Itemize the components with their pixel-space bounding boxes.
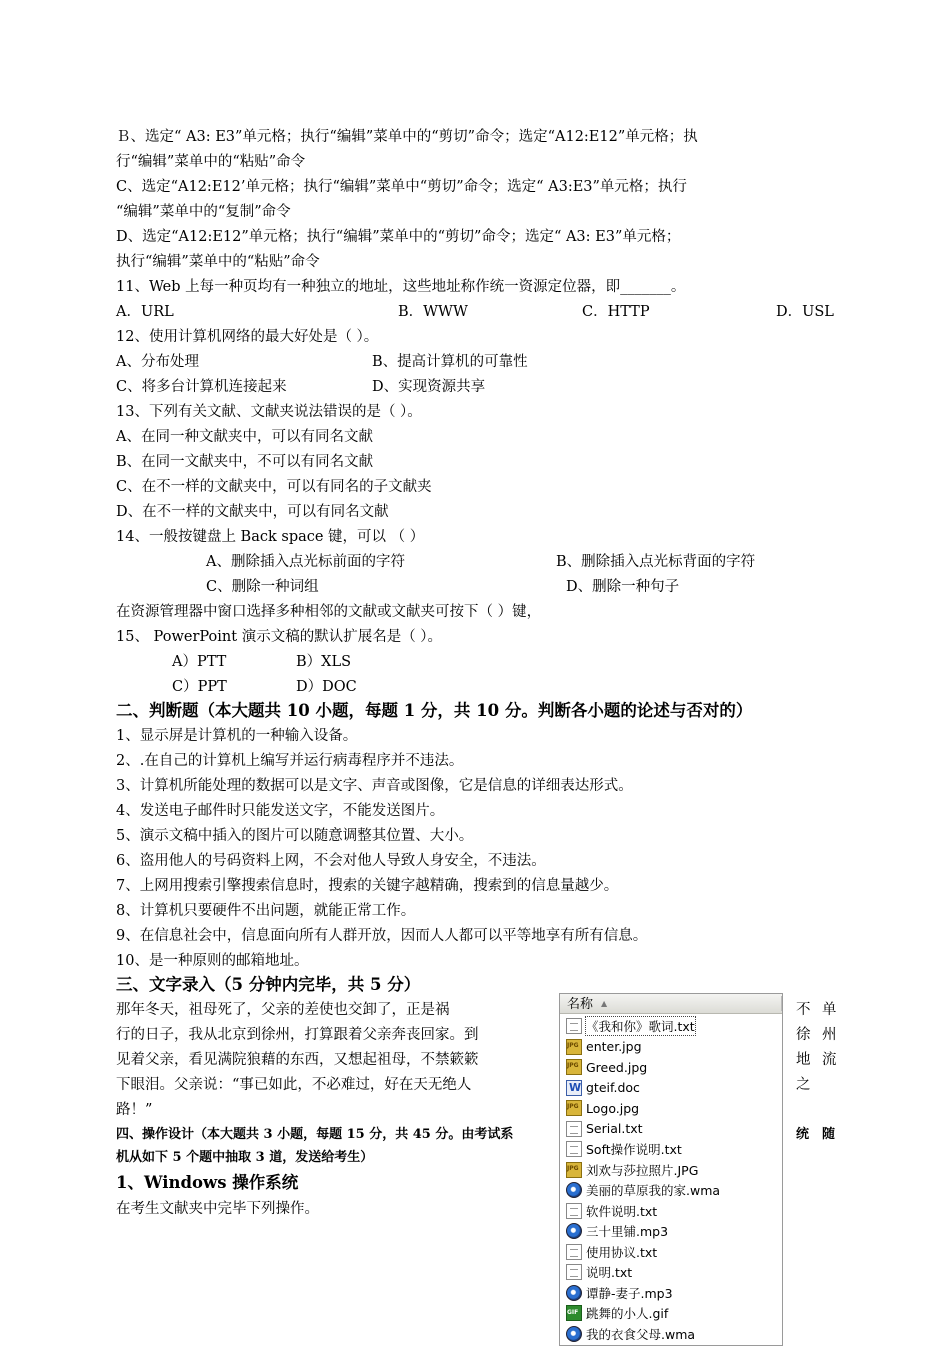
- file-name: Logo.jpg: [586, 1100, 640, 1116]
- question-11: 11、Web 上每一种页均有一种独立的地址，这些地址称作统一资源定位器，即_______。: [116, 279, 686, 295]
- side-char: 州: [822, 1027, 837, 1043]
- file-list-item[interactable]: [566, 1119, 643, 1139]
- file-name: 美丽的草原我的家.wma: [586, 1183, 721, 1198]
- jpg-icon: [566, 1059, 582, 1075]
- q15-option-c: C）PPT: [172, 679, 227, 695]
- q10-option-c-line1: C、选定“A12:E12’单元格；执行“编辑”菜单中“剪切”命令；选定“ A3:E3”单元格；执行: [116, 179, 687, 195]
- judge-5: 5、演示文稿中插入的图片可以随意调整其位置、大小。: [116, 828, 474, 844]
- file-name: 《我和你》歌词.txt: [586, 1019, 695, 1034]
- column-separator[interactable]: [781, 996, 782, 1011]
- file-name: 谭静-妻子.mp3: [586, 1285, 673, 1301]
- media-icon: [566, 1223, 582, 1239]
- file-list-item[interactable]: [566, 1242, 657, 1262]
- column-header-label: 名称: [567, 997, 594, 1012]
- q10-option-b-line2: 行“编辑”菜单中的“粘贴”命令: [116, 154, 306, 170]
- judge-7: 7、上网用搜索引擎搜索信息时，搜索的关键字越精确，搜索到的信息量越少。: [116, 878, 619, 894]
- side-char: 统: [796, 1127, 810, 1142]
- q11-option-b: B．WWW: [398, 304, 468, 320]
- question-15: 15、 PowerPoint 演示文稿的默认扩展名是（ ）。: [116, 629, 443, 645]
- file-list-item[interactable]: [566, 1262, 632, 1282]
- q14-option-b: B、删除插入点光标背面的字符: [556, 554, 756, 570]
- q14-option-c: C、删除一种词组: [206, 579, 319, 595]
- file-list-item[interactable]: [566, 1221, 668, 1241]
- txt-icon: [566, 1203, 582, 1219]
- file-list-item[interactable]: [566, 1324, 695, 1344]
- typing-paragraph-line5: 路！”: [116, 1102, 153, 1118]
- q12-option-b: B、提高计算机的可靠性: [372, 354, 528, 370]
- q12-option-a: A、分布处理: [116, 354, 199, 370]
- section-2-heading: 二、判断题（本大题共 10 小题，每题 1 分，共 10 分。判断各小题的论述与否对的）: [116, 701, 753, 720]
- file-name: Serial.txt: [586, 1121, 643, 1136]
- txt-icon: [566, 1121, 582, 1137]
- judge-1: 1、显示屏是计算机的一种输入设备。: [116, 728, 358, 744]
- file-name: 我的衣食父母.wma: [586, 1326, 696, 1342]
- typing-paragraph-line4: 下眼泪。父亲说：“事已如此，不必难过，好在天无绝人: [116, 1077, 472, 1093]
- q12-option-c: C、将多台计算机连接起来: [116, 379, 287, 395]
- file-list-item[interactable]: [566, 1078, 640, 1098]
- typing-paragraph-line2: 行的日子，我从北京到徐州，打算跟着父亲奔丧回家。到: [116, 1027, 479, 1043]
- file-name: Soft操作说明.txt: [586, 1142, 682, 1157]
- q10-option-c-line2: “编辑”菜单中的“复制”命令: [116, 204, 291, 220]
- file-name: 软件说明.txt: [586, 1203, 658, 1219]
- file-list-item[interactable]: [566, 1303, 668, 1323]
- file-name: 跳舞的小人.gif: [586, 1306, 669, 1321]
- q15-option-d: D）DOC: [296, 679, 357, 695]
- question-14: 14、一般按键盘上 Back space 键，可以 （ ）: [116, 529, 425, 545]
- typing-paragraph-line1: 那年冬天，祖母死了，父亲的差使也交卸了，正是祸: [116, 1002, 450, 1018]
- q14-option-a: A、删除插入点光标前面的字符: [206, 554, 405, 570]
- file-list-panel: [559, 993, 783, 1346]
- txt-icon: [566, 1264, 582, 1280]
- side-char: 徐: [796, 1027, 811, 1043]
- jpg-icon: [566, 1039, 582, 1055]
- jpg-icon: [566, 1162, 582, 1178]
- file-list-item[interactable]: [566, 1016, 695, 1036]
- jpg-icon: [566, 1100, 582, 1116]
- section-3-heading: 三、文字录入（5 分钟内完毕，共 5 分）: [116, 975, 421, 994]
- judge-9: 9、在信息社会中，信息面向所有人群开放，因而人人都可以平等地享有所有信息。: [116, 928, 648, 944]
- file-list-item[interactable]: [566, 1098, 639, 1118]
- media-icon: [566, 1182, 582, 1198]
- file-name: gteif.doc: [586, 1080, 640, 1095]
- file-list-item[interactable]: [566, 1037, 642, 1057]
- judge-10: 10、是一种原则的邮箱地址。: [116, 953, 309, 969]
- file-name: 说明.txt: [586, 1265, 633, 1280]
- q13-option-b: B、在同一文献夹中，不可以有同名文献: [116, 454, 374, 470]
- file-name: 三十里铺.mp3: [586, 1224, 669, 1239]
- file-list-item[interactable]: [566, 1160, 698, 1180]
- q10-option-d-line2: 执行“编辑”菜单中的“粘贴”命令: [116, 254, 320, 270]
- file-list-item[interactable]: [566, 1201, 657, 1221]
- q15-option-b: B）XLS: [296, 654, 352, 670]
- txt-icon: [566, 1244, 582, 1260]
- q13-option-d: D、在不一样的文献夹中，可以有同名文献: [116, 504, 389, 520]
- file-list-item[interactable]: [566, 1283, 673, 1303]
- doc-icon: [566, 1080, 582, 1096]
- q10-option-b-line1: Ｂ、选定“ A3: E3”单元格；执行“编辑”菜单中的“剪切”命令；选定“A12:E12”单元格；执: [116, 129, 698, 145]
- side-char: 地: [796, 1052, 811, 1068]
- q14-option-d: D、删除一种句子: [566, 579, 680, 595]
- windows-description: 在考生文献夹中完毕下列操作。: [116, 1201, 319, 1217]
- file-name: Greed.jpg: [586, 1059, 648, 1075]
- q11-option-c: C．HTTP: [582, 304, 650, 320]
- txt-icon: [566, 1018, 582, 1034]
- gif-icon: [566, 1305, 582, 1321]
- section-4-heading-line1: 四、操作设计（本大题共 3 小题，每题 15 分，共 45 分。由考试系: [116, 1127, 514, 1142]
- file-list-item[interactable]: [566, 1180, 720, 1200]
- judge-2: 2、.在自己的计算机上编写并运行病毒程序并不违法。: [116, 753, 464, 769]
- q10-option-d-line1: D、选定“A12:E12”单元格；执行“编辑”菜单中的“剪切”命令；选定“ A3: E3”单元格；: [116, 229, 681, 245]
- side-char: 单: [822, 1002, 837, 1018]
- media-icon: [566, 1326, 582, 1342]
- q13-option-a: A、在同一种文献夹中，可以有同名文献: [116, 429, 373, 445]
- section-4-heading-line2: 机从如下 5 个题中抽取 3 道，发送给考生）: [116, 1150, 374, 1165]
- judge-8: 8、计算机只要硬件不出问题，就能正常工作。: [116, 903, 416, 919]
- media-icon: [566, 1285, 582, 1301]
- q15-option-a: A）PTT: [172, 654, 227, 670]
- q13-option-c: C、在不一样的文献夹中，可以有同名的子文献夹: [116, 479, 432, 495]
- question-13: 13、下列有关文献、文献夹说法错误的是（ ）。: [116, 404, 422, 420]
- sort-ascending-icon: ▲: [601, 999, 608, 1008]
- typing-paragraph-line3: 见着父亲，看见满院狼藉的东西，又想起祖母，不禁簌簌: [116, 1052, 479, 1068]
- side-char: 随: [822, 1127, 836, 1142]
- file-list-item[interactable]: [566, 1057, 647, 1077]
- judge-6: 6、盗用他人的号码资料上网，不会对他人导致人身安全，不违法。: [116, 853, 546, 869]
- side-char: 流: [822, 1052, 837, 1068]
- file-name: 使用协议.txt: [586, 1244, 658, 1260]
- windows-heading: 1、Windows 操作系统: [116, 1173, 299, 1192]
- q11-option-a: A．URL: [116, 304, 174, 320]
- q11-option-d: D．USL: [776, 304, 834, 320]
- stray-question: 在资源管理器中窗口选择多种相邻的文献或文献夹可按下（ ）键，: [116, 604, 542, 620]
- file-name: enter.jpg: [586, 1039, 642, 1054]
- q12-option-d: D、实现资源共享: [372, 379, 486, 395]
- file-list-item[interactable]: [566, 1139, 682, 1159]
- judge-4: 4、发送电子邮件时只能发送文字，不能发送图片。: [116, 803, 445, 819]
- txt-icon: [566, 1141, 582, 1157]
- judge-3: 3、计算机所能处理的数据可以是文字、声音或图像，它是信息的详细表达形式。: [116, 778, 633, 794]
- column-header-name[interactable]: [560, 994, 782, 1014]
- question-12: 12、使用计算机网络的最大好处是（ ）。: [116, 329, 379, 345]
- file-name: 刘欢与莎拉照片.JPG: [586, 1162, 699, 1178]
- side-char: 不: [796, 1002, 811, 1018]
- side-char: 之: [796, 1077, 811, 1093]
